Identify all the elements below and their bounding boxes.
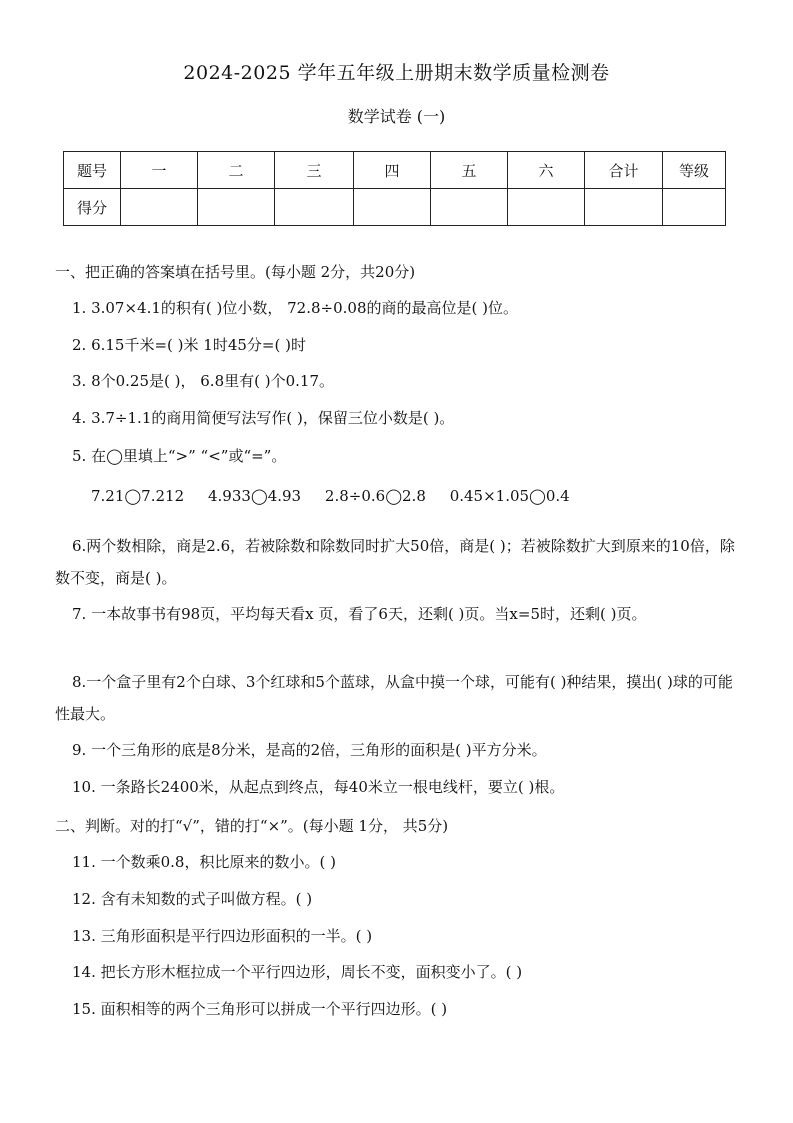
question-4: 4. 3.7÷1.1的商用简便写法写作( )，保留三位小数是( )。 — [72, 409, 455, 427]
score-header-cell: 六 — [508, 152, 585, 189]
exam-subtitle: 数学试卷 (一) — [347, 107, 446, 126]
score-cell[interactable] — [198, 189, 275, 226]
score-table-header-row — [64, 152, 726, 189]
question-13: 13. 三角形面积是平行四边形面积的一半。( ) — [72, 927, 373, 945]
question-1: 1. 3.07×4.1的积有( )位小数， 72.8÷0.08的商的最高位是( )位。 — [72, 299, 518, 317]
score-table-score-row — [64, 189, 726, 226]
score-cell[interactable] — [121, 189, 198, 226]
question-5-comparisons: 7.21◯7.212 4.933◯4.93 2.8÷0.6◯2.8 0.45×1.05◯0.4 — [91, 487, 570, 505]
score-header-cell: 合计 — [585, 152, 663, 189]
question-7: 7. 一本故事书有98页，平均每天看x 页，看了6天，还剩( )页。当x=5时，还剩( )页。 — [72, 605, 647, 623]
score-header-cell: 题号 — [64, 152, 121, 189]
score-row-label: 得分 — [64, 189, 121, 226]
score-header-cell: 三 — [275, 152, 354, 189]
score-header-cell: 四 — [354, 152, 431, 189]
score-cell[interactable] — [508, 189, 585, 226]
score-header-cell: 五 — [431, 152, 508, 189]
question-5: 5. 在◯里填上“>” “<”或“=”。 — [72, 447, 287, 465]
question-3: 3. 8个0.25是( )， 6.8里有( )个0.17。 — [72, 372, 334, 390]
score-cell[interactable] — [585, 189, 663, 226]
section-2-heading: 二、判断。对的打“√”，错的打“×”。(每小题 1分， 共5分) — [55, 817, 449, 835]
score-cell[interactable] — [275, 189, 354, 226]
score-cell[interactable] — [663, 189, 726, 226]
question-11: 11. 一个数乘0.8，积比原来的数小。( ) — [72, 853, 336, 871]
question-15: 15. 面积相等的两个三角形可以拼成一个平行四边形。( ) — [72, 1000, 448, 1018]
question-12: 12. 含有未知数的式子叫做方程。( ) — [72, 890, 313, 908]
question-6: 6.两个数相除，商是2.6，若被除数和除数同时扩大50倍，商是( )；若被除数扩大到原来的10倍，除数不变，商是( )。 — [55, 537, 735, 587]
question-14: 14. 把长方形木框拉成一个平行四边形，周长不变，面积变小了。( ) — [72, 963, 523, 981]
question-9: 9. 一个三角形的底是8分米，是高的2倍，三角形的面积是( )平方分米。 — [72, 741, 547, 759]
question-8: 8.一个盒子里有2个白球、3个红球和5个蓝球，从盒中摸一个球，可能有( )种结果，摸出( )球的可能性最大。 — [55, 673, 733, 723]
score-cell[interactable] — [354, 189, 431, 226]
score-header-cell: 二 — [198, 152, 275, 189]
score-header-cell: 等级 — [663, 152, 726, 189]
question-2: 2. 6.15千米=( )米 1时45分=( )时 — [72, 336, 306, 354]
score-header-cell: 一 — [121, 152, 198, 189]
exam-title: 2024-2025 学年五年级上册期末数学质量检测卷 — [183, 62, 610, 84]
score-table — [63, 151, 726, 226]
question-10: 10. 一条路长2400米，从起点到终点，每40米立一根电线杆，要立( )根。 — [72, 778, 565, 796]
section-1-heading: 一、把正确的答案填在括号里。(每小题 2分，共20分) — [55, 263, 416, 281]
score-cell[interactable] — [431, 189, 508, 226]
